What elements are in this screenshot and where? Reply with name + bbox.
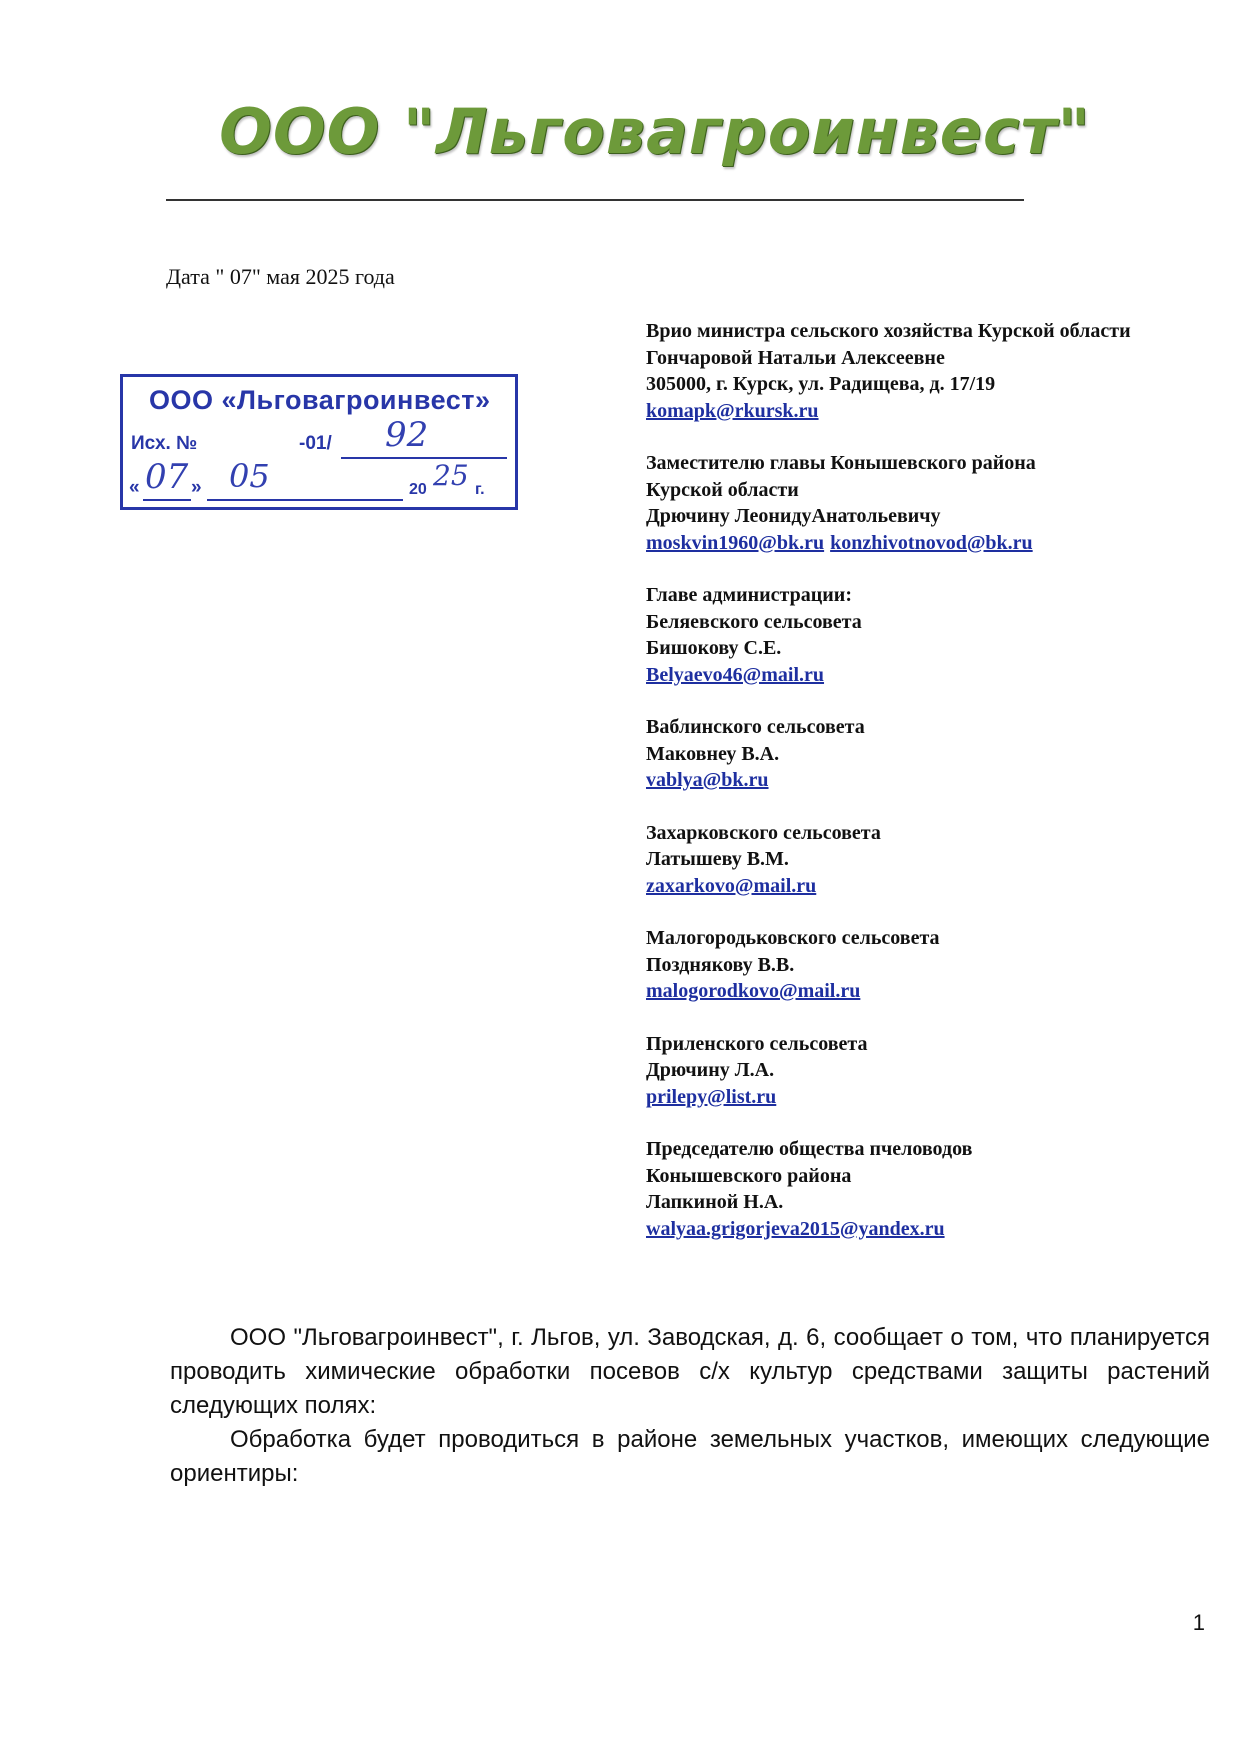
recipient-block bbox=[646, 925, 1226, 1005]
stamp-ref-number: 92 bbox=[385, 415, 429, 455]
recipient-line: Бишокову С.Е. bbox=[646, 637, 782, 659]
stamp-close-quote: » bbox=[191, 477, 202, 498]
recipient-line: Врио министра сельского хозяйства Курской области bbox=[646, 320, 1131, 342]
email-link[interactable]: moskvin1960@bk.ru bbox=[646, 531, 825, 554]
stamp-year: 25 bbox=[433, 459, 469, 492]
body-paragraph: ООО "Льговагроинвест", г. Льгов, ул. Заводская, д. 6, сообщает о том, что планируется проводить химические обработки посевов с/х культур средствами защиты растений следующих полях: bbox=[170, 1324, 1210, 1419]
recipient-block bbox=[646, 318, 1226, 424]
email-link[interactable]: komapk@rkursk.ru bbox=[646, 399, 819, 422]
recipients-list bbox=[646, 318, 1226, 1268]
body-paragraph: Обработка будет проводиться в районе земельных участков, имеющих следующие ориентиры: bbox=[170, 1426, 1210, 1487]
recipient-block bbox=[646, 820, 1226, 900]
document-date: Дата " 07" мая 2025 года bbox=[166, 264, 395, 289]
recipient-line: Позднякову В.В. bbox=[646, 953, 795, 976]
email-link[interactable]: zaxarkovo@mail.ru bbox=[646, 874, 817, 897]
page-number: 1 bbox=[1192, 1610, 1205, 1635]
email-link[interactable]: vablya@bk.ru bbox=[646, 769, 769, 791]
letter-body bbox=[170, 1321, 1210, 1491]
recipient-line: Председателю общества пчеловодов bbox=[646, 1138, 973, 1160]
recipient-line: Беляевского сельсовета bbox=[646, 610, 862, 633]
recipient-block bbox=[646, 1136, 1226, 1242]
recipient-line: Лапкиной Н.А. bbox=[646, 1191, 784, 1213]
stamp-year-prefix: 20 bbox=[409, 481, 427, 498]
recipient-line: Дрючину ЛеонидуАнатольевичу bbox=[646, 505, 941, 527]
stamp-ref-label: Исх. № bbox=[131, 433, 198, 454]
recipient-line: Дрючину Л.А. bbox=[646, 1059, 775, 1081]
stamp-month-underline bbox=[207, 499, 403, 501]
stamp-year-unit: г. bbox=[475, 481, 485, 498]
email-link[interactable]: walyaa.grigorjeva2015@yandex.ru bbox=[646, 1217, 945, 1240]
recipient-line: Главе администрации: bbox=[646, 584, 852, 606]
recipient-line: Курской области bbox=[646, 478, 799, 501]
stamp-title: ООО «Льговагроинвест» bbox=[149, 385, 491, 415]
recipient-block bbox=[646, 714, 1226, 794]
header-divider bbox=[166, 199, 1024, 201]
recipient-block bbox=[646, 1031, 1226, 1111]
recipient-line: Латышеву В.М. bbox=[646, 848, 789, 870]
registration-stamp bbox=[120, 374, 518, 510]
recipient-line: Приленского сельсовета bbox=[646, 1032, 868, 1055]
email-link[interactable]: Belyaevo46@mail.ru bbox=[646, 663, 825, 686]
stamp-day-underline bbox=[143, 499, 191, 501]
stamp-ref-prefix: -01/ bbox=[299, 433, 332, 454]
recipient-block bbox=[646, 450, 1226, 556]
recipient-line: Ваблинского сельсовета bbox=[646, 716, 865, 738]
stamp-ref-underline bbox=[341, 457, 507, 459]
stamp-day: 07 bbox=[145, 457, 189, 497]
stamp-month: 05 bbox=[229, 457, 270, 495]
company-logo: ООО "Льговагроинвест" bbox=[219, 95, 1091, 168]
recipient-line: Захарковского сельсовета bbox=[646, 821, 881, 844]
recipient-line: Заместителю главы Конышевского района bbox=[646, 452, 1036, 474]
recipient-line: Гончаровой Натальи Алексеевне bbox=[646, 346, 945, 369]
recipient-block bbox=[646, 582, 1226, 688]
recipient-line: Маковнеу В.А. bbox=[646, 742, 780, 765]
email-link[interactable]: prilepy@list.ru bbox=[646, 1085, 777, 1108]
recipient-line: Малогородьковского сельсовета bbox=[646, 927, 940, 949]
email-link[interactable]: malogorodkovo@mail.ru bbox=[646, 980, 861, 1002]
email-link[interactable]: konzhivotnovod@bk.ru bbox=[830, 531, 1033, 554]
recipient-line: 305000, г. Курск, ул. Радищева, д. 17/19 bbox=[646, 373, 996, 395]
stamp-open-quote: « bbox=[129, 477, 140, 498]
recipient-line: Конышевского района bbox=[646, 1164, 852, 1187]
